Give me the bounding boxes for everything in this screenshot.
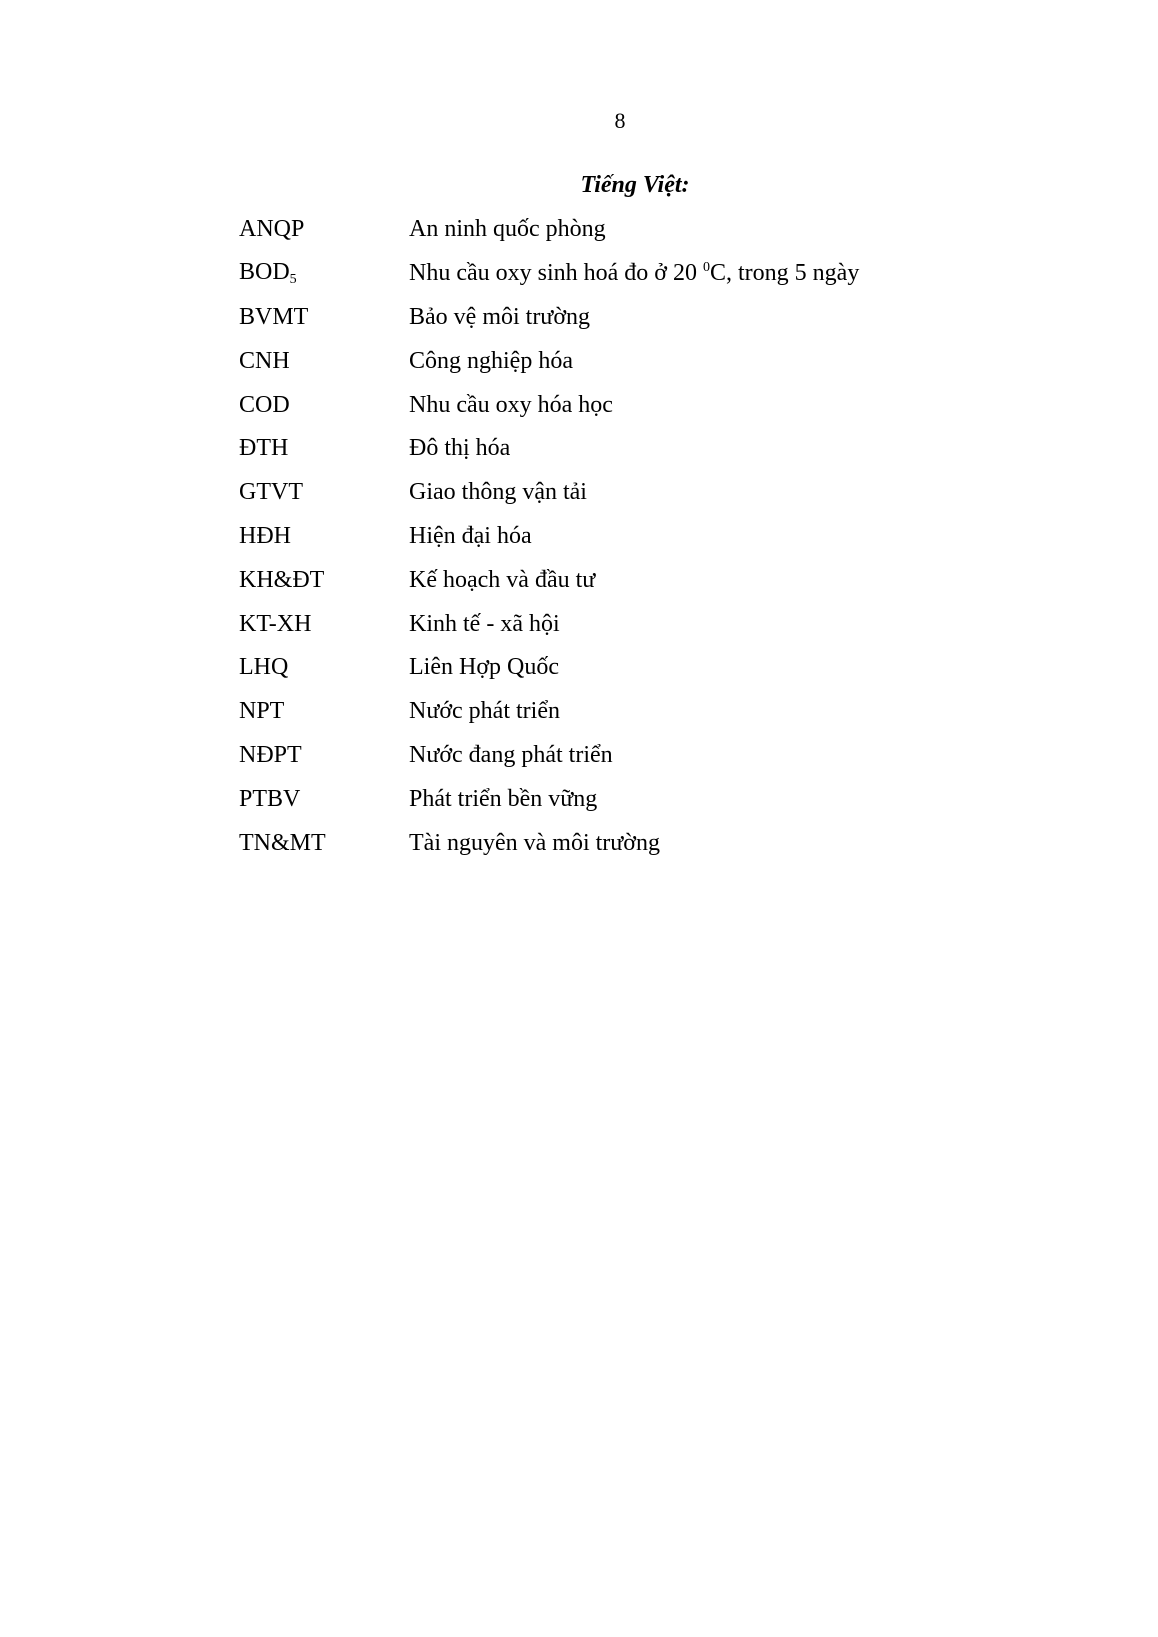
- abbreviation-row: [239, 296, 1119, 340]
- abbreviation-definition: Giao thông vận tải: [409, 479, 587, 506]
- abbreviation-definition: An ninh quốc phòng: [409, 216, 606, 243]
- page-number: 8: [614, 108, 626, 133]
- abbreviation-row: [239, 427, 1119, 471]
- abbreviation-definition: Công nghiệp hóa: [409, 347, 573, 374]
- abbreviation-definition: [409, 260, 859, 287]
- abbreviation-row: [239, 383, 1119, 427]
- abbreviation-row: [239, 821, 1119, 865]
- abbreviation-term: [239, 259, 409, 288]
- abbreviation-row: [239, 777, 1119, 821]
- abbreviation-term: KH&ĐT: [239, 566, 325, 593]
- abbreviation-term: HĐH: [239, 522, 291, 549]
- abbreviation-row: [239, 602, 1119, 646]
- abbreviation-row: [239, 208, 1119, 252]
- abbreviation-row: [239, 515, 1119, 559]
- abbreviation-term: COD: [239, 391, 290, 418]
- abbreviation-term-subscript: 5: [289, 272, 297, 288]
- abbreviation-definition: Hiện đại hóa: [409, 522, 532, 549]
- abbreviation-row: [239, 558, 1119, 602]
- abbreviation-definition: Tài nguyên và môi trường: [409, 829, 660, 856]
- abbreviation-row: [239, 734, 1119, 778]
- section-title: Tiếng Việt:: [580, 172, 690, 198]
- abbreviation-definition: Bảo vệ môi trường: [409, 303, 591, 330]
- abbreviation-definition: Nước phát triển: [409, 698, 560, 725]
- abbreviation-term: LHQ: [239, 654, 289, 681]
- definition-part-pre: Nhu cầu oxy sinh hoá đo ở 20: [409, 260, 703, 287]
- abbreviation-term: NĐPT: [239, 741, 302, 768]
- abbreviation-row: [239, 690, 1119, 734]
- abbreviation-row: [239, 646, 1119, 690]
- abbreviation-term-base: BOD: [239, 259, 290, 286]
- abbreviation-definition: Nước đang phát triển: [409, 741, 613, 768]
- abbreviation-term: CNH: [239, 347, 290, 374]
- abbreviation-term: GTVT: [239, 479, 303, 506]
- abbreviation-definition: Nhu cầu oxy hóa học: [409, 391, 613, 418]
- abbreviation-row: [239, 471, 1119, 515]
- definition-superscript: 0: [703, 260, 710, 276]
- abbreviation-definition: Liên Hợp Quốc: [409, 654, 559, 681]
- abbreviation-definition: Đô thị hóa: [409, 435, 511, 462]
- abbreviation-term: NPT: [239, 698, 285, 725]
- abbreviation-list: [239, 208, 1119, 865]
- abbreviation-definition: Kế hoạch và đầu tư: [409, 566, 596, 593]
- abbreviation-term: BVMT: [239, 303, 309, 330]
- abbreviation-term: ANQP: [239, 216, 305, 243]
- abbreviation-definition: Phát triển bền vững: [409, 785, 598, 812]
- definition-part-post: C, trong 5 ngày: [710, 260, 860, 287]
- abbreviation-term: ĐTH: [239, 435, 289, 462]
- abbreviation-row: [239, 252, 1119, 296]
- abbreviation-definition: Kinh tế - xã hội: [409, 610, 560, 637]
- abbreviation-term: TN&MT: [239, 829, 326, 856]
- abbreviation-term: KT-XH: [239, 610, 312, 637]
- abbreviation-row: [239, 339, 1119, 383]
- abbreviation-term: PTBV: [239, 785, 301, 812]
